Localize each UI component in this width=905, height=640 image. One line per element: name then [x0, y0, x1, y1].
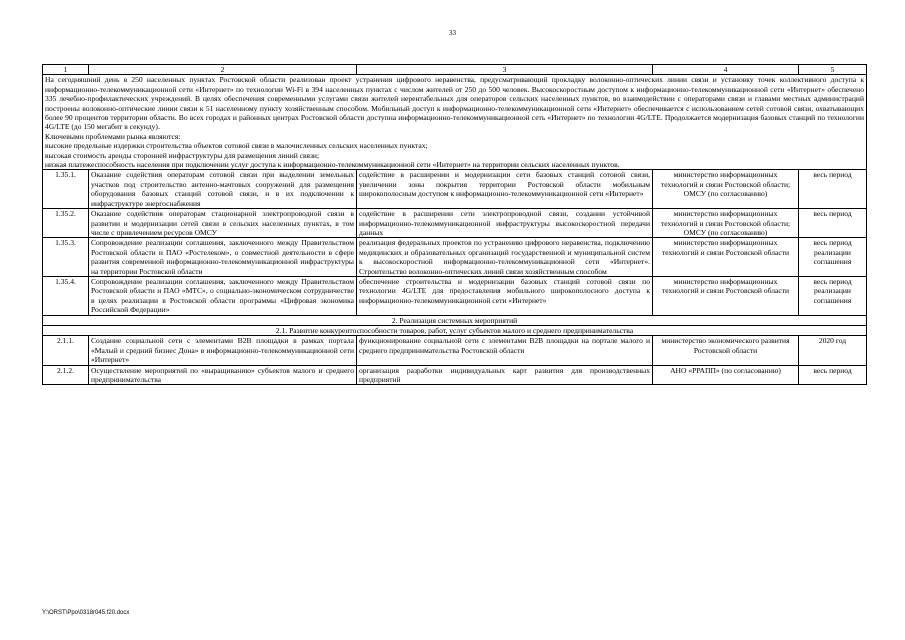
period-cell: весь период [799, 209, 867, 238]
col-header-3: 3 [357, 65, 653, 75]
table-row [43, 365, 867, 385]
period-cell: весь период [799, 170, 867, 209]
event-cell: Оказание содействия операторам сотовой связи при выделении земельных участков под строительство антенно-мачтовых сооружений для размещения оборудования базовых станций сотовой связи, и в их подключении к инфраструктуре энергоснабжения [89, 170, 357, 209]
measures-table [42, 64, 867, 385]
row-number: 1.35.4. [43, 276, 89, 315]
event-cell: Оказание содействия операторам стационарной электропроводной связи в развитии и модернизации сетей связи в сельских населенных пунктах, в том числе с привлечением ресурсов ОМСУ [89, 209, 357, 238]
period-cell: весь период реализации соглашения [799, 276, 867, 315]
table-row [43, 336, 867, 365]
period-cell: весь период реализации соглашения [799, 238, 867, 277]
col-header-5: 5 [799, 65, 867, 75]
table-row [43, 238, 867, 277]
event-cell: Осуществление мероприятий по «выращиванию» субъектов малого и среднего предпринимательства [89, 365, 357, 385]
executor-cell: министерство информационных технологий и связи Ростовской области; ОМСУ (по согласованию) [653, 170, 799, 209]
table-row [43, 276, 867, 315]
executor-cell: министерство экономического развития Ростовской области [653, 336, 799, 365]
problem-item: низкая платежеспособность населения при подключении услуг доступа к информационно-телекоммуникационной сети «Интернет» на территории сельских населенных пунктов. [45, 160, 620, 170]
section-row [43, 315, 867, 325]
problem-item: высокая стоимость аренды сторонней инфраструктуры для размещения линий связи; [45, 150, 320, 160]
row-number: 2.1.1. [43, 336, 89, 365]
event-cell: Создание социальной сети с элементами B2B площадки в рамках портала «Малый и средний бизнес Дона» в информационно-телекоммуникационной сети «Интернет» [89, 336, 357, 365]
key-problems-heading: Ключевыми проблемами рынка являются: [45, 131, 181, 141]
section-title: 2. Реализация системных мероприятий [43, 315, 867, 325]
period-cell: 2020 год [799, 336, 867, 365]
intro-paragraph: На сегодняшний день в 250 населенных пунктах Ростовской области реализован проект устранения цифрового неравенства, предусматривающий прокладку волоконно-оптических линии связи и установку точек коллективного доступа к информационно-телекоммуникационной сети «Интернет» по технологии Wi-Fi в 394 населенных пунктах с числом жителей от 250 до 500 человек. Высокоскоростным доступом к информационно-телекоммуникационной сети «Интернет» обеспечено 335 лечебно-профилактических учреждений. В целях обеспечения современными услугами связи жителей нерентабельных для операторов сельских населенных пунктов, во взаимодействии с операторами связи и главами местных администраций построены волоконно-оптические линии связи к 51 населенному пункту хозяйственным способом. Мобильный доступ к информационно-телекоммуникационной сети «Интернет» обеспечивается с использованием сетей сотовой связи, охватывающих более 90 процентов территории области. Во всех городах и районных центрах Ростовской области доступна информационно-телекоммуникационной сеть «Интернет» по технологии 4G/LTE. Продолжается модернизация базовых станций по технологии 4G/LTE (до 150 мегабит в секунду). [45, 75, 864, 132]
executor-cell: министерство информационных технологий и связи Ростовской области [653, 238, 799, 277]
subsection-row [43, 325, 867, 335]
col-header-2: 2 [89, 65, 357, 75]
executor-cell: министерство информационных технологий и связи Ростовской области [653, 276, 799, 315]
column-number-row [43, 65, 867, 75]
event-cell: Сопровождение реализации соглашения, заключенного между Правительством Ростовской области и ПАО «Ростелеком», о совместной деятельности в сфере развития современной информационно-телекоммуникационной инфраструктуры на территории Ростовской области [89, 238, 357, 277]
result-cell: реализация федеральных проектов по устранению цифрового неравенства, подключению медицинских и образовательных организаций государственной и муниципальной систем к высокоскоростной информационно-телекоммуникационной сети «Интернет». Строительство волоконно-оптических линий связи хозяйственным способом [357, 238, 653, 277]
row-number: 1.35.3. [43, 238, 89, 277]
row-number: 1.35.2. [43, 209, 89, 238]
result-cell: организация разработки индивидуальных карт развития для производственных предприятий [357, 365, 653, 385]
intro-cell [43, 75, 867, 170]
problem-item: высокие предельные издержки строительства объектов сотовой связи в малочисленных сельских населенных пунктах; [45, 141, 428, 151]
table-row [43, 209, 867, 238]
executor-cell: АНО «РРАПП» (по согласованию) [653, 365, 799, 385]
row-number: 1.35.1. [43, 170, 89, 209]
page-number: 33 [449, 29, 456, 37]
period-cell: весь период [799, 365, 867, 385]
result-cell: содействие в расширении сети электропроводной связи, создании устойчивой информационно-телекоммуникационной инфраструктуры высокоскоростной передачи данных [357, 209, 653, 238]
table-row [43, 170, 867, 209]
result-cell: обеспечение строительства и модернизации базовых станций сотовой связи по технологии 4G/LTE для предоставления мобильного широкополосного доступа к информационно-телекоммуникационной сети «Интернет» [357, 276, 653, 315]
document-file-path: Y:\ORST\Ppo\0318r045.f20.docx [42, 610, 130, 616]
col-header-1: 1 [43, 65, 89, 75]
executor-cell: министерство информационных технологий и связи Ростовской области; ОМСУ (по согласованию) [653, 209, 799, 238]
event-cell: Сопровождение реализации соглашения, заключенного между Правительством Ростовской области и ПАО «МТС», о социально-экономическом сотрудничестве в целях реализации в Ростовской области программы «Цифровая экономика Российской Федерации» [89, 276, 357, 315]
result-cell: функционирование социальной сети с элементами B2B площадки на портале малого и среднего предпринимательства Ростовской области [357, 336, 653, 365]
result-cell: содействие в расширении и модернизации сети базовых станций сотовой связи, увеличении зоны покрытия территории Ростовской области мобильным широкополосным доступом к информационно-телекоммуникационной сети «Интернет» [357, 170, 653, 209]
col-header-4: 4 [653, 65, 799, 75]
intro-row [43, 75, 867, 170]
row-number: 2.1.2. [43, 365, 89, 385]
subsection-title: 2.1. Развитие конкурентоспособности товаров, работ, услуг субъектов малого и среднего предпринимательства [43, 325, 867, 335]
